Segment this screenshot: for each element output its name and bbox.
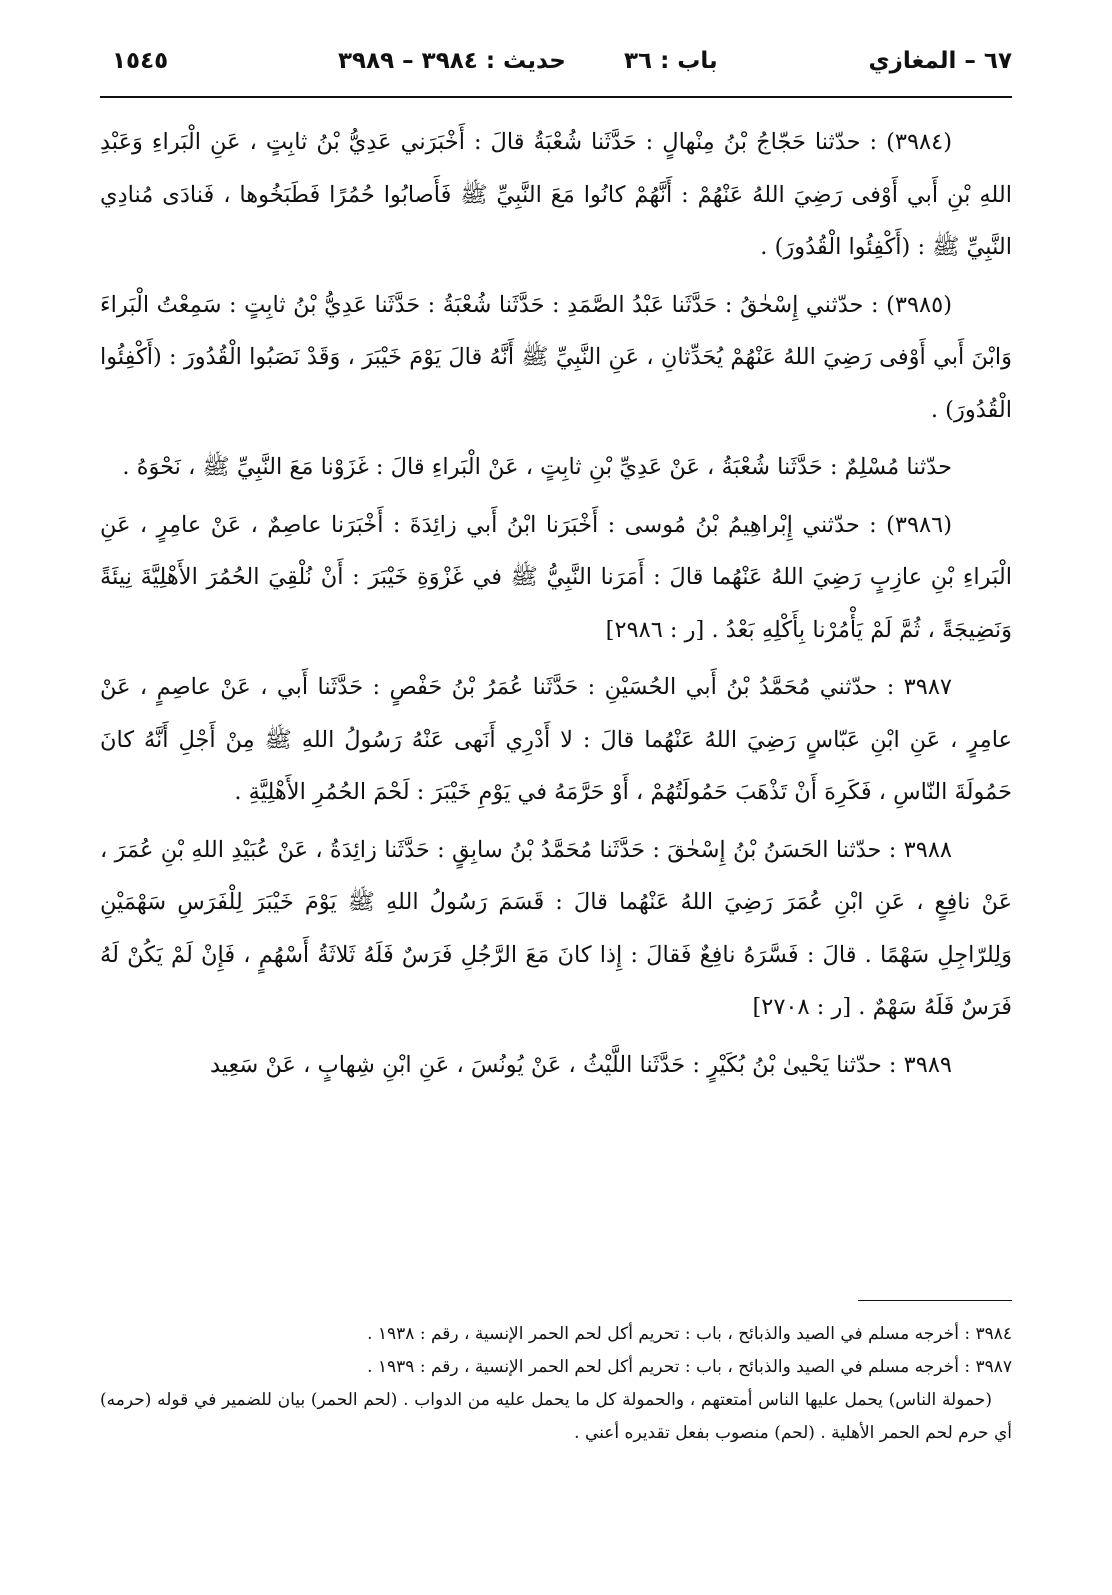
hadith-3986: (٣٩٨٦) : حدّثني إِبْراهِيمُ بْنُ مُوسى : أَخْبَرَنا ابْنُ أَبي زائِدَةَ : أَخْبَرَنا عاصِمٌ ، عَنْ عامِرٍ ، عَنِ الْبَراءِ بْنِ عازِبٍ رَضِيَ اللهُ عَنْهُما قالَ : أَمَرَنا النَّبِيُّ ﷺ في غَزْوَةِ خَيْبَرَ : أَنْ نُلْقِيَ الحُمُرَ الأَهْلِيَّةَ نِيئَةً وَنَضِيجَةً ، ثُمَّ لَمْ يَأْمُرْنا بِأَكْلِهِ بَعْدُ . [ر : ٢٩٨٦] — [100, 511, 1012, 643]
footnote-3984: ٣٩٨٤ : أخرجه مسلم في الصيد والذبائح ، باب : تحريم أكل لحم الحمر الإنسية ، رقم : ١٩٣٨ . — [367, 1324, 1012, 1344]
page-number: ١٥٤٥ — [112, 48, 169, 74]
chapter-title: ٦٧ – المغازي — [868, 48, 1012, 74]
main-text — [100, 116, 1012, 1281]
hadith-3985-alt-chain: حدّثنا مُسْلِمٌ : حَدَّثَنا شُعْبَةُ ، عَنْ عَدِيِّ بْنِ ثابِتٍ ، عَنْ الْبَراءِ قالَ : غَزَوْنا مَعَ النَّبِيِّ ﷺ ، نَحْوَهُ . — [122, 454, 952, 480]
hadith-3988: ٣٩٨٨ : حدّثنا الحَسَنُ بْنُ إِسْحٰقَ : حَدَّثَنا مُحَمَّدُ بْنُ سابِقٍ : حَدَّثَنا زائِدَةُ ، عَنْ عُبَيْدِ اللهِ بْنِ عُمَرَ ، عَنْ نافِعٍ ، عَنِ ابْنِ عُمَرَ رَضِيَ اللهُ عَنْهُما قالَ : قَسَمَ رَسُولُ اللهِ ﷺ يَوْمَ خَيْبَرَ لِلْفَرَسِ سَهْمَيْنِ وَلِلرّاجِلِ سَهْمًا . قالَ : فَسَّرَهُ نافِعٌ فَقالَ : إِذا كانَ مَعَ الرَّجُلِ فَرَسٌ فَلَهُ ثَلاثَةُ أَسْهُمٍ ، فَإِنْ لَمْ يَكُنْ لَهُ فَرَسٌ فَلَهُ سَهْمٌ . [ر : ٢٧٠٨] — [100, 836, 1012, 1020]
hadith-3989: ٣٩٨٩ : حدّثنا يَحْيىٰ بْنُ بُكَيْرٍ : حَدَّثَنا اللَّيْثُ ، عَنْ يُونُسَ ، عَنِ ابْنِ شِهابٍ ، عَنْ سَعِيد — [209, 1051, 952, 1078]
footnotes — [100, 1318, 1012, 1488]
footnote-explanation: (حمولة الناس) يحمل عليها الناس أمتعتهم ، والحمولة كل ما يحمل عليه من الدواب . (لحم الحمر) بيان للضمير في قوله (حرمه) أي حرم لحم الحمر الأهلية . (لحم) منصوب بفعل تقديره أعني . — [100, 1390, 1012, 1443]
hadith-3984: (٣٩٨٤) : حدّثنا حَجّاجُ بْنُ مِنْهالٍ : حَدَّثَنا شُعْبَةُ قالَ : أَخْبَرَني عَدِيُّ بْنُ ثابِتٍ ، عَنِ الْبَراءِ وَعَبْدِ اللهِ بْنِ أَبي أَوْفى رَضِيَ اللهُ عَنْهُمْ : أَنَّهُمْ كانُوا مَعَ النَّبِيِّ ﷺ فَأَصابُوا حُمُرًا فَطَبَخُوها ، فَنادَى مُنادِي النَّبِيِّ ﷺ : (أَكْفِئُوا الْقُدُورَ) . — [100, 129, 1012, 260]
hadith-3987: ٣٩٨٧ : حدّثني مُحَمَّدُ بْنُ أَبي الحُسَيْنِ : حَدَّثَنا عُمَرُ بْنُ حَفْصٍ : حَدَّثَنا أَبي ، عَنْ عاصِمٍ ، عَنْ عامِرٍ ، عَنِ ابْنِ عَبّاسٍ رَضِيَ اللهُ عَنْهُما قالَ : لا أَدْرِي أَنَهى عَنْهُ رَسُولُ اللهِ ﷺ مِنْ أَجْلِ أَنَّهُ كانَ حَمُولَةَ النّاسِ ، فَكَرِهَ أَنْ تَذْهَبَ حَمُولَتُهُمْ ، أَوْ حَرَّمَهُ في يَوْمِ خَيْبَرَ : لَحْمَ الحُمُرِ الأَهْلِيَّةِ . — [100, 674, 1012, 805]
bab-number: باب : ٣٦ — [624, 48, 718, 74]
page-header — [100, 40, 1012, 98]
hadith-3985: (٣٩٨٥) : حدّثني إِسْحٰقُ : حَدَّثَنا عَبْدُ الصَّمَدِ : حَدَّثَنا شُعْبَةُ : حَدَّثَنا عَدِيُّ بْنُ ثابِتٍ : سَمِعْتُ الْبَراءَ وَابْنَ أَبي أَوْفى رَضِيَ اللهُ عَنْهُمْ يُحَدِّثانِ ، عَنِ النَّبِيِّ ﷺ أَنَّهُ قالَ يَوْمَ خَيْبَرَ ، وَقَدْ نَصَبُوا الْقُدُورَ : (أَكْفِئُوا الْقُدُورَ) . — [100, 291, 1012, 423]
footnote-3987: ٣٩٨٧ : أخرجه مسلم في الصيد والذبائح ، باب : تحريم أكل لحم الحمر الإنسية ، رقم : ١٩٣٩ . — [367, 1357, 1012, 1377]
footnote-divider — [858, 1300, 1012, 1301]
hadith-range: حديث : ٣٩٨٤ – ٣٩٨٩ — [338, 48, 566, 74]
header-divider — [100, 96, 1012, 98]
